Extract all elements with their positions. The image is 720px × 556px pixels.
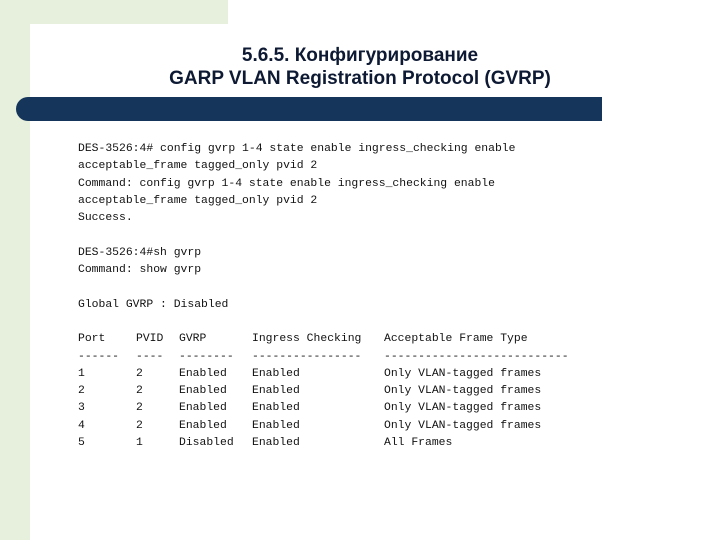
separator: ----	[136, 350, 164, 363]
divider-bar-body	[28, 97, 602, 121]
cell-pvid: 2	[136, 385, 143, 398]
table-row	[78, 400, 542, 417]
table-row	[78, 366, 542, 383]
cell-pvid: 1	[136, 437, 143, 450]
cell-pvid: 2	[136, 402, 143, 415]
separator: ----------------	[252, 350, 362, 363]
separator: --------	[179, 350, 234, 363]
cell-gvrp: Disabled	[179, 437, 234, 450]
cli-line: DES-3526:4# config gvrp 1-4 state enable ingress_checking enable	[78, 143, 516, 155]
side-decor-band	[0, 0, 30, 540]
separator: ------	[78, 350, 120, 363]
cli-line: Success.	[78, 212, 133, 225]
cli-line: acceptable_frame tagged_only pvid 2	[78, 160, 318, 173]
header-pvid: PVID	[136, 333, 164, 346]
cell-acceptable-frame-type: Only VLAN-tagged frames	[384, 419, 542, 432]
cell-gvrp: Enabled	[179, 367, 227, 380]
header-acceptable-frame-type: Acceptable Frame Type	[384, 333, 528, 346]
cli-blank-line	[78, 279, 515, 296]
cell-port: 4	[78, 419, 85, 432]
table-row	[78, 435, 515, 452]
cell-gvrp: Enabled	[179, 419, 227, 432]
global-gvrp-status: Global GVRP : Disabled	[78, 298, 229, 311]
header-gvrp: GVRP	[179, 333, 207, 346]
header-ingress-checking: Ingress Checking	[252, 333, 362, 346]
cli-line: acceptable_frame tagged_only pvid 2	[78, 194, 318, 207]
table-separator-row	[78, 349, 569, 366]
cli-line: Command: config gvrp 1-4 state enable ingress_checking enable	[78, 177, 495, 190]
cell-ingress-checking: Enabled	[252, 367, 300, 380]
cell-ingress-checking: Enabled	[252, 402, 300, 415]
header-port: Port	[78, 333, 106, 346]
cell-gvrp: Enabled	[179, 402, 227, 415]
cell-ingress-checking: Enabled	[252, 419, 300, 432]
separator: ---------------------------	[384, 350, 569, 363]
cli-line: Command: show gvrp	[78, 264, 202, 277]
cli-line: DES-3526:4#sh gvrp	[78, 246, 202, 259]
cell-ingress-checking: Enabled	[252, 437, 300, 450]
cell-gvrp: Enabled	[179, 385, 227, 398]
cell-pvid: 2	[136, 367, 143, 380]
table-header-row	[78, 331, 528, 348]
cell-port: 5	[78, 437, 85, 450]
title-divider-bar	[16, 97, 602, 121]
cell-ingress-checking: Enabled	[252, 385, 300, 398]
cell-pvid: 2	[136, 419, 143, 432]
cell-port: 3	[78, 402, 85, 415]
cli-blank-line	[78, 314, 515, 331]
cell-acceptable-frame-type: Only VLAN-tagged frames	[384, 385, 542, 398]
title-line-2: GARP VLAN Registration Protocol (GVRP)	[169, 68, 551, 89]
cell-acceptable-frame-type: Only VLAN-tagged frames	[384, 402, 542, 415]
slide-title	[60, 44, 660, 90]
cli-blank-line	[78, 227, 515, 244]
cell-port: 2	[78, 385, 85, 398]
title-line-1: 5.6.5. Конфигурирование	[241, 45, 479, 66]
cell-acceptable-frame-type: All Frames	[384, 437, 453, 450]
cli-output	[78, 141, 569, 452]
cell-port: 1	[78, 367, 85, 380]
table-row	[78, 383, 542, 400]
cell-acceptable-frame-type: Only VLAN-tagged frames	[384, 367, 542, 380]
table-row	[78, 418, 542, 435]
top-decor-band	[0, 0, 228, 24]
